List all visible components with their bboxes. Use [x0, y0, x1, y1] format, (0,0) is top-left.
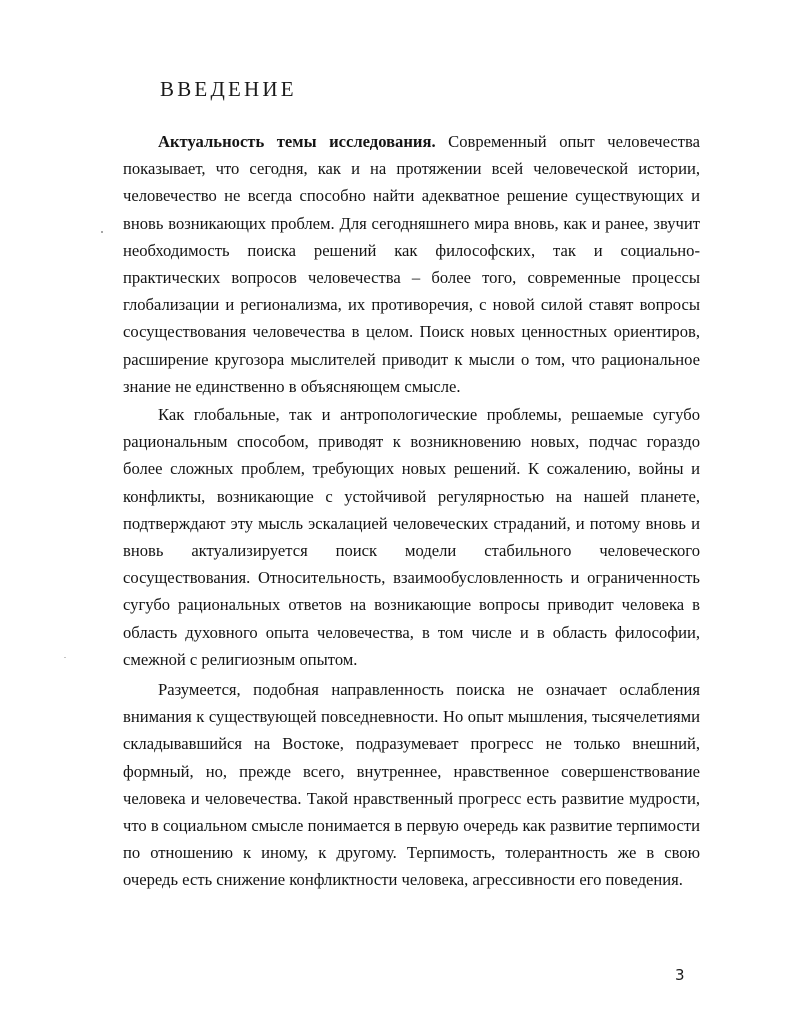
paragraph-relevance — [123, 128, 700, 400]
section-heading: ВВЕДЕНИЕ — [160, 77, 297, 101]
paragraph-text: Как глобальные, так и антропологические проблемы, решаемые сугубо рациональным способом, приводят к возникновению новых, подчас гораздо более сложных проблем, требующих новых решений. К сожалению, войны и конфликты, возникающие с устойчивой регулярностью на нашей планете, подтверждают эту мысль эскалацией человеческих страданий, и потому вновь и вновь актуализируется поиск модели стабильного человеческого сосуществования. Относительность, взаимообусловленность и ограниченность сугубо рациональных ответов на возникающие вопросы приводит человека в область духовного опыта человечества, в том числе и в область философии, смежной с религиозным опытом. — [123, 405, 700, 669]
scan-speck — [101, 231, 103, 233]
paragraph-lead: Актуальность темы исследования. — [158, 132, 436, 151]
paragraph-moral-progress — [123, 676, 700, 894]
page-number: 3 — [675, 966, 685, 984]
paragraph-text: Современный опыт человечества показывает, что сегодня, как и на протяжении всей человеческой истории, человечество не всегда способно найти адекватное решение существующих и вновь возникающих проблем. Для сегодняшнего мира вновь, как и ранее, звучит необходимость поиска решений как философских, так и социально-практических вопросов человечества – более того, современные процессы глобализации и регионализма, их противоречия, с новой силой ставят вопросы сосуществования человечества в целом. Поиск новых ценностных ориентиров, расширение кругозора мыслителей приводит к мысли о том, что рациональное знание не единственно в объясняющем смысле. — [123, 132, 700, 396]
paragraph-global-problems — [123, 401, 700, 673]
scan-speck — [64, 657, 66, 658]
paragraph-text: Разумеется, подобная направленность поиска не означает ослабления внимания к существующей повседневности. Но опыт мышления, тысячелетиями складывавшийся на Востоке, подразумевает прогресс не только внешний, формный, но, прежде всего, внутреннее, нравственное совершенствование человека и человечества. Такой нравственный прогресс есть развитие мудрости, что в социальном смысле понимается в первую очередь как развитие терпимости по отношению к иному, к другому. Терпимость, толерантность же в свою очередь есть снижение конфликтности человека, агрессивности его поведения. — [123, 680, 700, 890]
